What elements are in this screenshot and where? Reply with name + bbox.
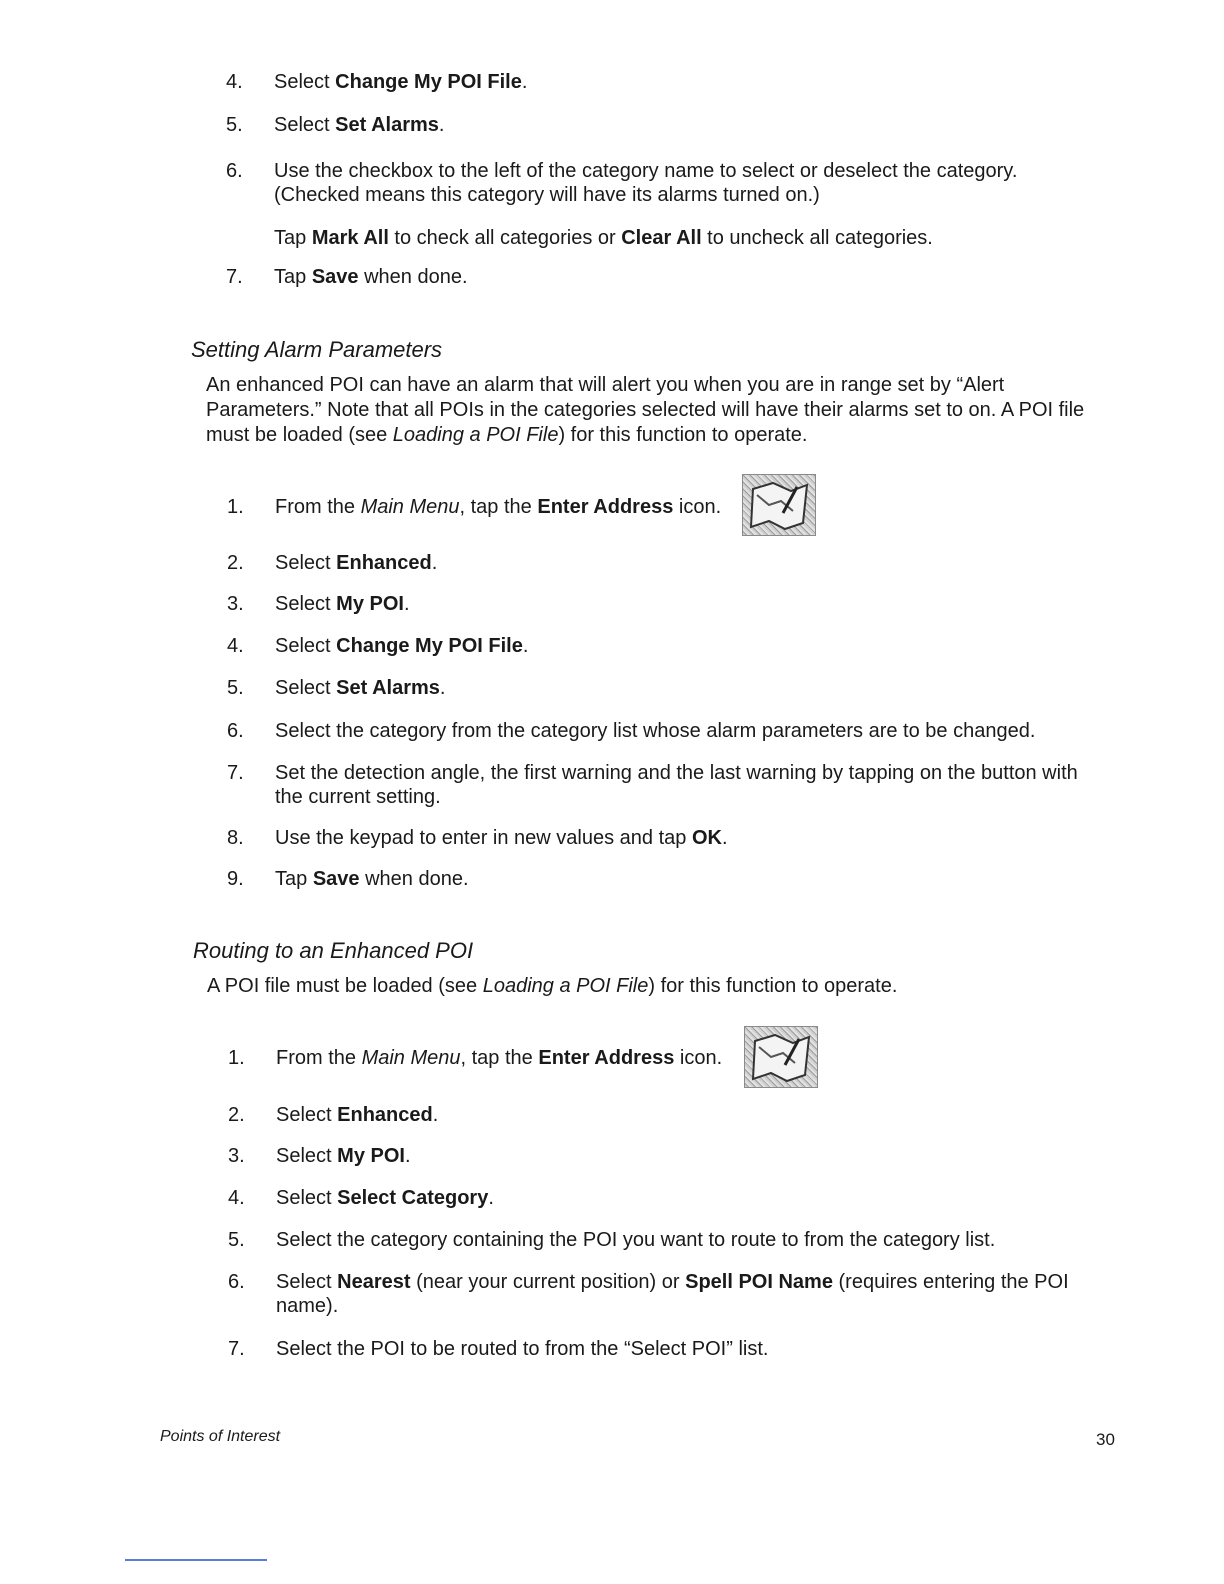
divider [125,1559,267,1561]
map-icon [744,1026,818,1088]
tap-note: Tap Mark All to check all categories or Clear All to uncheck all categories. [274,227,933,249]
section-heading: Setting Alarm Parameters [191,337,443,362]
section-heading: Routing to an Enhanced POI [193,938,474,963]
manual-page: 4. Select Change My POI File. 5. Select Set Alarms. 6. Use the checkbox to the left of the category name to select or deselect the category. (Checked means this category will have its alarms turned on.) Tap Mark All to check all categories or Clear All to uncheck all categories. 7. Tap Save when done. Setting Alarm Parameters An enhanced POI can have an alarm that will alert you when you are in range set by “Alert Parameters.” Note that all POIs in the categories selected will have their alarms set to on. A POI file must be loaded (see Loading a POI File) for this function to operate. 1. From the Main Menu, tap the Enter Address icon. 2. Select Enhanced. 3. Select My POI. 4. Select Change My POI File. 5. Select Set Alarms. 6. Select the category from the category list whose alarm parameters are to be changed. 7. Set the detection angle, the first warning and the last warning by tapping on the button with the current setting. 8. Use the keypad to enter in new values and tap OK. 9. Tap Save when done. Routing to an Enhanced POI A POI file must be loaded (see Loading a POI File) for this function to operate. 1. From the Main Menu, tap the Enter Address icon. 2. Select Enhanced. 3. Select My POI. 4. Select Select Category. 5. Select the category containing the POI you want to route to from the category list. 6. Select Nearest (near your current position) or Spell POI Name (requires entering the POI name). 7. Select the POI to be routed to from the “Select POI” list. Points of Interest 30 [0,0,1224,1584]
footer-title: Points of Interest [160,1428,281,1445]
section-intro: A POI file must be loaded (see Loading a POI File) for this function to operate. [207,975,898,997]
page-number: 30 [1096,1430,1115,1449]
section-intro: An enhanced POI can have an alarm that will alert you when you are in range set by “Alert Parameters.” Note that all POIs in the categories selected will have their alarms set to on. A POI file must be loaded (see Loading a POI File) for this function to operate. [206,374,1085,446]
map-icon [742,474,816,536]
